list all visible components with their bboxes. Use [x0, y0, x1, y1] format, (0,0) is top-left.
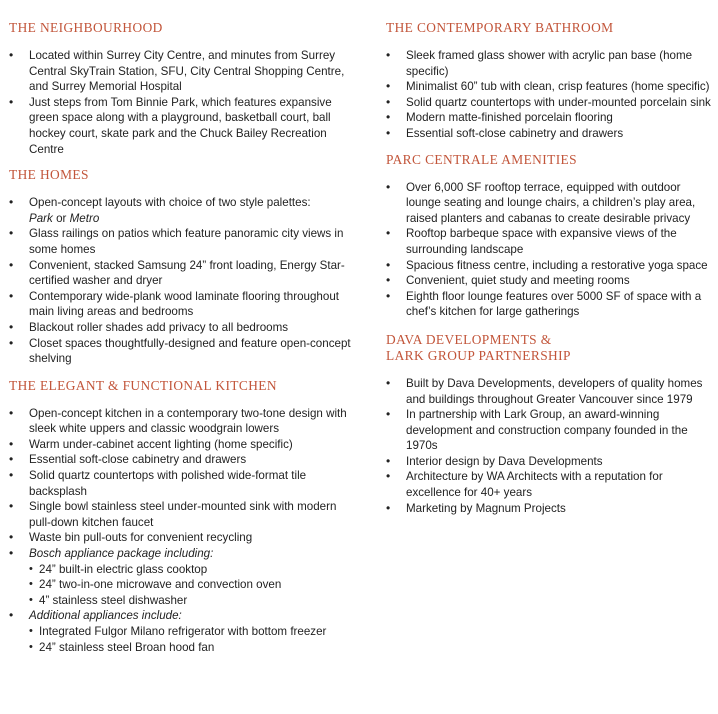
palette-or: or [56, 211, 67, 225]
homes-list [9, 195, 354, 367]
list-item: • Open-concept kitchen in a contemporary two-tone design with sleek white uppers and classic woodgrain lowers [9, 406, 354, 437]
kitchen-section [9, 378, 354, 656]
partnership-section [386, 332, 712, 516]
list-item: • Eighth floor lounge features over 5000 SF of space with a chef’s kitchen for large gatherings [386, 289, 712, 320]
amenities-heading: PARC CENTRALE AMENITIES [386, 151, 577, 167]
list-item: • Convenient, stacked Samsung 24” front loading, Energy Star-certified washer and dryer [9, 258, 354, 289]
list-item: • Marketing by Magnum Projects [386, 501, 712, 517]
list-item: • Architecture by WA Architects with a reputation for excellence for 40+ years [386, 469, 712, 500]
partnership-heading-line2: LARK GROUP PARTNERSHIP [386, 347, 571, 363]
palette-park: Park [29, 211, 53, 225]
left-column [9, 20, 354, 655]
list-item: • Solid quartz countertops with polished wide-format tile backsplash [9, 468, 354, 499]
palette-metro: Metro [69, 211, 100, 225]
list-item: • Built by Dava Developments, developers of quality homes and buildings throughout Greater Vancouver since 1979 [386, 376, 712, 407]
bathroom-section [386, 20, 712, 142]
additional-label: Additional appliances include: [29, 609, 182, 623]
list-item: • Contemporary wide-plank wood laminate flooring throughout main living areas and bedrooms [9, 289, 354, 320]
list-item: • Convenient, quiet study and meeting rooms [386, 273, 712, 289]
list-item: • Waste bin pull-outs for convenient recycling [9, 530, 354, 546]
bosch-label: Bosch appliance package including: [29, 547, 214, 561]
neighbourhood-heading: THE NEIGHBOURHOOD [9, 20, 163, 35]
partnership-list [386, 376, 712, 516]
partnership-heading [386, 332, 712, 364]
list-item: • Modern matte-finished porcelain flooring [386, 110, 712, 126]
list-item: • Solid quartz countertops with under-mounted porcelain sink [386, 95, 712, 111]
list-item: • 4” stainless steel dishwasher [29, 593, 354, 609]
list-item: • Warm under-cabinet accent lighting (home specific) [9, 437, 354, 453]
partnership-heading-line1: DAVA DEVELOPMENTS & [386, 331, 552, 347]
list-item: • Essential soft-close cabinetry and drawers [9, 452, 354, 468]
list-item: • Closet spaces thoughtfully-designed and feature open-concept shelving [9, 336, 354, 367]
list-item: • Sleek framed glass shower with acrylic pan base (home specific) [386, 48, 712, 79]
homes-palettes-text: Open-concept layouts with choice of two style palettes: [29, 196, 311, 210]
list-item: • Just steps from Tom Binnie Park, which features expansive green space along with a playground, basketball court, ball hockey court, skate park and the Chuck Bailey Recreation Centre [9, 95, 354, 157]
kitchen-heading: THE ELEGANT & FUNCTIONAL KITCHEN [9, 377, 277, 393]
bosch-sublist [29, 562, 354, 609]
list-item: • Spacious fitness centre, including a restorative yoga space [386, 258, 712, 274]
kitchen-list [9, 406, 354, 656]
list-item: • 24” built-in electric glass cooktop [29, 562, 354, 578]
bathroom-heading: THE CONTEMPORARY BATHROOM [386, 20, 614, 35]
list-item: • 24” two-in-one microwave and convection oven [29, 577, 354, 593]
right-column [386, 20, 712, 516]
list-item: • Minimalist 60” tub with clean, crisp features (home specific) [386, 79, 712, 95]
list-item [9, 608, 354, 655]
list-item: • 24” stainless steel Broan hood fan [29, 640, 354, 656]
list-item [9, 195, 354, 226]
additional-sublist [29, 624, 354, 655]
amenities-section [386, 152, 712, 320]
list-item: • Over 6,000 SF rooftop terrace, equipped with outdoor lounge seating and lounge chairs, a children’s play area, raised planters and cabanas to create desirable privacy [386, 180, 712, 227]
homes-section [9, 167, 354, 367]
list-item: • Interior design by Dava Developments [386, 454, 712, 470]
list-item: • Glass railings on patios which feature panoramic city views in some homes [9, 226, 354, 257]
list-item: • In partnership with Lark Group, an award-winning development and construction company founded in the 1970s [386, 407, 712, 454]
amenities-list [386, 180, 712, 320]
list-item: • Located within Surrey City Centre, and minutes from Surrey Central SkyTrain Station, SFU, City Central Shopping Centre, and Surrey Memorial Hospital [9, 48, 354, 95]
bathroom-list [386, 48, 712, 142]
list-item: • Rooftop barbeque space with expansive views of the surrounding landscape [386, 226, 712, 257]
list-item: • Single bowl stainless steel under-mounted sink with modern pull-down kitchen faucet [9, 499, 354, 530]
list-item [9, 546, 354, 608]
neighbourhood-section [9, 20, 354, 157]
list-item: • Blackout roller shades add privacy to all bedrooms [9, 320, 354, 336]
neighbourhood-list [9, 48, 354, 157]
list-item: • Essential soft-close cabinetry and drawers [386, 126, 712, 142]
list-item: • Integrated Fulgor Milano refrigerator with bottom freezer [29, 624, 354, 640]
homes-heading: THE HOMES [9, 167, 89, 183]
